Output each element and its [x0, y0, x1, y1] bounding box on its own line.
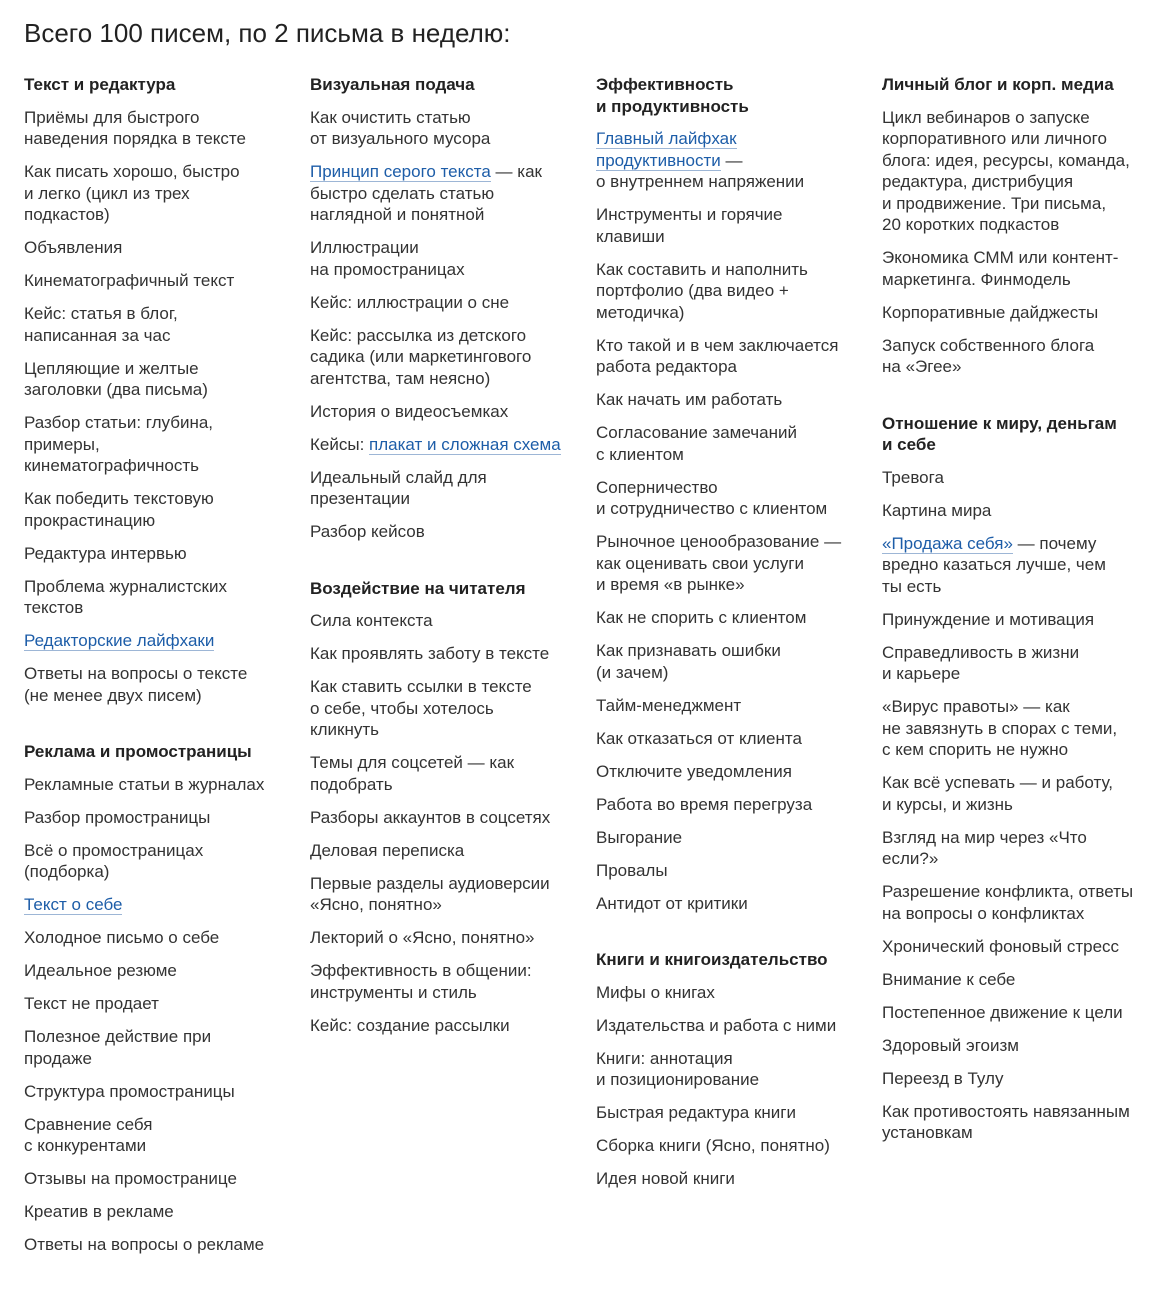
column-4: [882, 74, 1144, 1179]
topic-item: Принуждение и мотивация: [882, 609, 1095, 629]
topic-item: Рыночное ценообразование — как оценивать свои услуги и время «в рынке»: [596, 532, 842, 594]
topic-list: [596, 982, 858, 1190]
section: [596, 949, 858, 1190]
topic-item: Деловая переписка: [310, 840, 465, 860]
topic-list: [310, 107, 572, 543]
section: [310, 74, 572, 543]
topic-item: Кейс: рассылка из детского садика (или маркетингового агентства, там неясно): [310, 325, 532, 388]
column-3: [596, 74, 858, 1225]
topic-item: Согласование замечаний с клиентом: [596, 423, 797, 464]
topic-item: Ответы на вопросы о тексте (не менее двух писем): [24, 664, 248, 705]
topic-item: Запуск собственного блога на «Эгее»: [882, 335, 1095, 376]
topic-list: [882, 107, 1144, 378]
topic-item: Как ставить ссылки в тексте о себе, чтобы хотелось кликнуть: [310, 677, 532, 739]
topic-item: Темы для соцсетей — как подобрать: [310, 753, 515, 794]
page-heading: Всего 100 писем, по 2 письма в неделю:: [24, 18, 511, 48]
section: [24, 74, 286, 706]
topic-item: Справедливость в жизни и карьере: [882, 642, 1080, 683]
topic-item: Корпоративные дайджесты: [882, 302, 1099, 322]
topic-item: Разрешение конфликта, ответы на вопросы о конфликтах: [882, 882, 1134, 923]
topic-item: Текст не продает: [24, 994, 159, 1013]
topic-link[interactable]: Принцип серого текста: [310, 162, 491, 181]
topic-item: Кто такой и в чем заключается работа редактора: [596, 335, 839, 376]
topic-item: Идеальный слайд для презентации: [310, 467, 487, 508]
topic-item: Как всё успевать — и работу, и курсы, и жизнь: [882, 773, 1113, 814]
topic-text: — как быстро сделать статью наглядной и понятной: [310, 162, 542, 224]
topic-item: [596, 128, 858, 193]
topic-item: Цикл вебинаров о запуске корпоративного или личного блога: идея, ресурсы, команда, редактура, дистрибуция и продвижение. Три письма, 20 коротких подкастов: [882, 107, 1130, 234]
topic-item: Разбор промостраницы: [24, 807, 211, 827]
section: [596, 74, 858, 914]
topic-item: Редактура интервью: [24, 543, 187, 563]
topic-link[interactable]: «Продажа себя»: [882, 533, 1013, 553]
topic-link[interactable]: Редакторские лайфхаки: [24, 631, 215, 650]
topic-item: Антидот от критики: [596, 893, 748, 913]
section: [310, 578, 572, 1037]
topic-item: Кейс: иллюстрации о сне: [310, 292, 510, 312]
topic-item: [882, 533, 1144, 598]
topic-item: Приёмы для быстрого наведения порядка в тексте: [24, 107, 246, 148]
section-title: Отношение к миру, деньгам и себе: [882, 413, 1117, 454]
topic-link[interactable]: Текст о себе: [24, 895, 123, 914]
section-title: Реклама и промостраницы: [24, 742, 252, 761]
column-1: [24, 74, 286, 1291]
topic-prefix: Кейсы:: [310, 434, 370, 454]
topic-item: Как отказаться от клиента: [596, 728, 802, 748]
topic-item: Как составить и наполнить портфолио (два видео + методичка): [596, 259, 808, 322]
topic-item: Сравнение себя с конкурентами: [24, 1114, 153, 1155]
topic-item: Тайм-менеджмент: [596, 695, 742, 715]
topic-item: Кейс: статья в блог, написанная за час: [24, 304, 178, 345]
topic-item: Эффективность в общении: инструменты и стиль: [310, 961, 532, 1002]
topic-item: Как писать хорошо, быстро и легко (цикл из трех подкастов): [24, 162, 240, 224]
section: [882, 74, 1144, 378]
topic-item: Инструменты и горячие клавиши: [596, 205, 783, 246]
section: [882, 413, 1144, 1144]
topic-item: Взгляд на мир через «Что если?»: [882, 827, 1087, 868]
topic-item: Полезное действие при продаже: [24, 1027, 212, 1068]
topic-item: Объявления: [24, 238, 123, 257]
section-title: Личный блог и корп. медиа: [882, 75, 1114, 94]
topic-item: Книги: аннотация и позиционирование: [596, 1048, 760, 1089]
section-title: Текст и редактура: [24, 75, 176, 94]
section-title: Эффективность и продуктивность: [596, 75, 749, 116]
topic-item: Цепляющие и желтые заголовки (два письма): [24, 358, 208, 399]
topic-item: Издательства и работа с ними: [596, 1015, 837, 1035]
topic-item: Холодное письмо о себе: [24, 928, 220, 947]
topic-item: Экономика СММ или контент- маркетинга. Финмодель: [882, 248, 1119, 289]
topic-item: Проблема журналистских текстов: [24, 576, 227, 617]
topic-item: Здоровый эгоизм: [882, 1035, 1019, 1055]
topic-item: [24, 894, 286, 916]
topic-item: [310, 434, 572, 456]
topic-item: Кейс: создание рассылки: [310, 1015, 510, 1035]
topic-text: — почему вредно казаться лучше, чем ты есть: [882, 533, 1106, 596]
topic-text: — о внутреннем напряжении: [596, 150, 805, 191]
topic-list: [24, 774, 286, 1256]
topic-item: Внимание к себе: [882, 969, 1016, 989]
topic-item: Быстрая редактура книги: [596, 1103, 796, 1122]
section-title: Визуальная подача: [310, 75, 475, 94]
column-2: [310, 74, 572, 1071]
topic-item: Постепенное движение к цели: [882, 1002, 1123, 1022]
topic-item: Лекторий о «Ясно, понятно»: [310, 928, 535, 947]
section-title: Воздействие на читателя: [310, 578, 526, 598]
topic-item: Разбор кейсов: [310, 522, 425, 541]
topic-item: Всё о промостраницах (подборка): [24, 840, 204, 881]
topic-item: Хронический фоновый стресс: [882, 936, 1120, 956]
topic-item: Разбор статьи: глубина, примеры, кинематографичность: [24, 413, 214, 475]
topic-item: [24, 630, 286, 652]
topic-item: Мифы о книгах: [596, 982, 715, 1002]
topic-item: Иллюстрации на промостраницах: [310, 238, 465, 279]
topic-item: Разборы аккаунтов в соцсетях: [310, 807, 551, 827]
section: [24, 741, 286, 1256]
topic-item: Кинематографичный текст: [24, 271, 235, 290]
topic-item: [310, 161, 572, 226]
topic-item: Выгорание: [596, 827, 683, 847]
topic-item: Рекламные статьи в журналах: [24, 774, 265, 794]
topic-item: Отзывы на промостранице: [24, 1169, 237, 1188]
topic-item: Первые разделы аудиоверсии «Ясно, понятно»: [310, 873, 550, 914]
topic-item: Соперничество и сотрудничество с клиентом: [596, 477, 828, 518]
topic-item: Отключите уведомления: [596, 761, 793, 781]
topic-item: История о видеосъемках: [310, 401, 509, 421]
topic-item: Как не спорить с клиентом: [596, 608, 807, 627]
topic-item: Переезд в Тулу: [882, 1068, 1004, 1088]
topic-item: Сборка книги (Ясно, понятно): [596, 1136, 830, 1155]
topic-list: [310, 610, 572, 1036]
topic-item: Как проявлять заботу в тексте: [310, 644, 550, 663]
topic-item: Сила контекста: [310, 611, 433, 630]
topic-item: «Вирус правоты» — как не завязнуть в спорах с теми, с кем спорить не нужно: [882, 697, 1118, 759]
topic-list: [882, 467, 1144, 1144]
topic-item: Как начать им работать: [596, 390, 783, 409]
topic-item: Как противостоять навязанным установкам: [882, 1101, 1130, 1142]
topic-list: [596, 128, 858, 914]
topic-item: Структура промостраницы: [24, 1081, 235, 1101]
topic-item: Провалы: [596, 860, 668, 880]
topic-item: Картина мира: [882, 500, 992, 520]
section-title: Книги и книгоиздательство: [596, 950, 828, 969]
topic-item: Тревога: [882, 467, 944, 487]
topic-item: Креатив в рекламе: [24, 1202, 174, 1221]
topic-item: Как очистить статью от визуального мусора: [310, 107, 491, 148]
topic-link[interactable]: плакат и сложная схема: [369, 434, 561, 454]
topic-item: Как победить текстовую прокрастинацию: [24, 489, 214, 530]
topic-link[interactable]: Главный лайфхак продуктивности: [596, 129, 737, 170]
topic-item: Идея новой книги: [596, 1169, 735, 1188]
topic-item: Ответы на вопросы о рекламе: [24, 1235, 265, 1254]
topic-item: Работа во время перегруза: [596, 794, 813, 814]
topic-item: Как признавать ошибки (и зачем): [596, 641, 781, 682]
topic-list: [24, 107, 286, 707]
topic-item: Идеальное резюме: [24, 961, 177, 980]
